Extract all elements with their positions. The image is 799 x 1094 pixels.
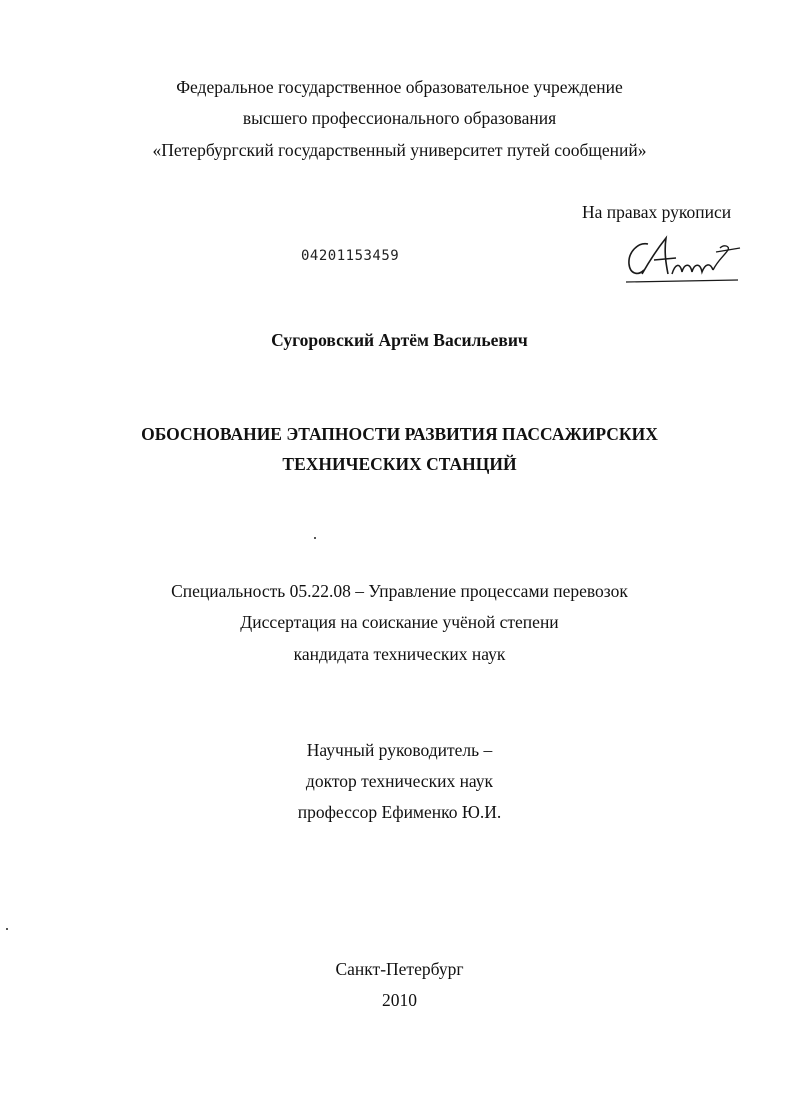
supervisor-label: Научный руководитель – xyxy=(306,740,493,760)
author-name: Сугоровский Артём Васильевич xyxy=(271,330,528,350)
signature-icon xyxy=(620,230,745,290)
manuscript-note: На правах рукописи xyxy=(582,202,732,222)
institution-line-3: «Петербургский государственный университет путей сообщений» xyxy=(152,140,647,160)
specialty-line: Специальность 05.22.08 – Управление процессами перевозок xyxy=(171,581,628,601)
year: 2010 xyxy=(382,990,417,1010)
scan-speck xyxy=(6,928,8,930)
city: Санкт-Петербург xyxy=(335,959,464,979)
scan-speck xyxy=(314,537,316,539)
title-line-1: ОБОСНОВАНИЕ ЭТАПНОСТИ РАЗВИТИЯ ПАССАЖИРСКИХ xyxy=(141,424,658,444)
institution-line-2: высшего профессионального образования xyxy=(242,108,557,128)
supervisor-name: профессор Ефименко Ю.И. xyxy=(297,802,502,822)
degree-line: кандидата технических наук xyxy=(293,644,506,664)
dissertation-line: Диссертация на соискание учёной степени xyxy=(240,612,559,632)
title-line-2: ТЕХНИЧЕСКИХ СТАНЦИЙ xyxy=(282,454,517,474)
registration-code: 04201153459 xyxy=(301,248,400,264)
institution-line-1: Федеральное государственное образовательное учреждение xyxy=(176,77,623,97)
supervisor-degree: доктор технических наук xyxy=(305,771,494,791)
